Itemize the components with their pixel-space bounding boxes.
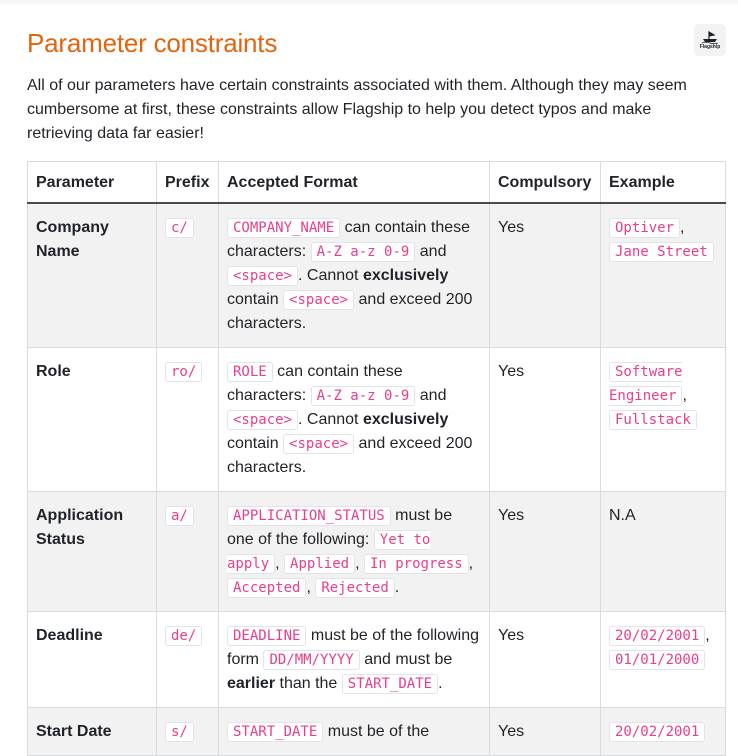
page-title: Parameter constraints bbox=[27, 28, 278, 58]
example-code: Jane Street bbox=[609, 242, 714, 262]
example-code: Optiver bbox=[609, 218, 680, 238]
row-parameter: Application Status bbox=[28, 492, 157, 612]
intro-paragraph: All of our parameters have certain constraints associated with them. Although they may seem cumbersome at first, these constraints allow Flagship to help you detect typos and make retrieving data far easier! bbox=[27, 77, 687, 142]
table-row bbox=[28, 612, 726, 708]
ref-code: START_DATE bbox=[342, 674, 438, 694]
row-format bbox=[219, 612, 490, 708]
field-code: APPLICATION_STATUS bbox=[227, 506, 391, 526]
format-text: and exceed 200 characters. bbox=[227, 291, 473, 332]
format-text: and exceed 200 characters. bbox=[227, 435, 473, 476]
example-code: 20/02/2001 bbox=[609, 626, 705, 646]
space-code: <space> bbox=[283, 434, 354, 454]
row-compulsory: Yes bbox=[490, 348, 601, 492]
option-code: Accepted bbox=[227, 578, 306, 598]
option-code: In progress bbox=[364, 554, 469, 574]
row-prefix bbox=[157, 612, 219, 708]
row-parameter: Start Date bbox=[28, 708, 157, 756]
format-bold: exclusively bbox=[362, 411, 449, 428]
format-text: and bbox=[419, 387, 447, 404]
example-code: Software Engineer bbox=[609, 364, 683, 404]
row-parameter: Role bbox=[28, 348, 157, 492]
field-code: COMPANY_NAME bbox=[227, 218, 340, 238]
format-text: can contain these characters: bbox=[227, 363, 403, 404]
row-example: 20/02/2001 , 01/01/2000 bbox=[601, 612, 726, 708]
row-example: N.A bbox=[601, 492, 726, 612]
format-text: . bbox=[394, 579, 400, 596]
format-bold: earlier bbox=[227, 675, 276, 692]
field-code: ROLE bbox=[227, 362, 273, 382]
format-text: must be of the bbox=[327, 723, 430, 740]
prefix-code: de/ bbox=[165, 626, 202, 646]
format-text: contain bbox=[227, 291, 279, 308]
parameter-table bbox=[27, 161, 726, 756]
row-format: APPLICATION_STATUS must be one of the following: Yet to apply , Applied , In progress , Accepted , Rejected . bbox=[219, 492, 490, 612]
chars-code: A-Z a-z 0-9 bbox=[311, 242, 416, 262]
format-bold: exclusively bbox=[362, 267, 449, 284]
table-row bbox=[28, 203, 726, 348]
header-example: Example bbox=[601, 162, 726, 204]
header-prefix: Prefix bbox=[157, 162, 219, 204]
prefix-code: c/ bbox=[165, 218, 194, 238]
row-format bbox=[219, 708, 490, 756]
row-compulsory: Yes bbox=[490, 492, 601, 612]
format-text: and bbox=[419, 243, 447, 260]
header-compulsory: Compulsory bbox=[490, 162, 601, 204]
table-row bbox=[28, 492, 726, 612]
row-parameter: Company Name bbox=[28, 203, 157, 348]
format-text: must be one of the following: bbox=[227, 507, 453, 548]
row-example: Optiver , Jane Street bbox=[601, 203, 726, 348]
row-example: Software Engineer , Fullstack bbox=[601, 348, 726, 492]
field-code: START_DATE bbox=[227, 722, 323, 742]
format-text: contain bbox=[227, 435, 279, 452]
pattern-code: DD/MM/YYYY bbox=[263, 650, 359, 670]
row-prefix bbox=[157, 492, 219, 612]
row-compulsory: Yes bbox=[490, 708, 601, 756]
row-compulsory: Yes bbox=[490, 612, 601, 708]
format-text: . bbox=[438, 675, 443, 692]
option-code: Yet to apply bbox=[227, 532, 431, 572]
example-code: 01/01/2000 bbox=[609, 650, 705, 670]
example-code: 20/02/2001 bbox=[609, 722, 705, 742]
example-code: Fullstack bbox=[609, 410, 697, 430]
format-text: must be of the following form bbox=[227, 627, 479, 668]
format-text: and must be bbox=[364, 651, 453, 668]
field-code: DEADLINE bbox=[227, 626, 306, 646]
chars-code: A-Z a-z 0-9 bbox=[311, 386, 416, 406]
row-format bbox=[219, 348, 490, 492]
row-prefix bbox=[157, 708, 219, 756]
row-prefix bbox=[157, 348, 219, 492]
table-header-row bbox=[28, 162, 726, 204]
format-text: than the bbox=[279, 675, 338, 692]
logo-label: Flagship bbox=[699, 43, 721, 50]
prefix-code: a/ bbox=[165, 506, 194, 526]
top-bar bbox=[0, 0, 738, 4]
option-code: Rejected bbox=[315, 578, 394, 598]
space-code: <space> bbox=[283, 290, 354, 310]
header-parameter: Parameter bbox=[28, 162, 157, 204]
row-example bbox=[601, 708, 726, 756]
option-code: Applied bbox=[284, 554, 355, 574]
flagship-logo[interactable] bbox=[694, 24, 726, 56]
header-accepted-format: Accepted Format bbox=[219, 162, 490, 204]
row-prefix bbox=[157, 203, 219, 348]
prefix-code: ro/ bbox=[165, 362, 202, 382]
ship-icon bbox=[702, 31, 718, 44]
space-code: <space> bbox=[227, 266, 298, 286]
row-compulsory: Yes bbox=[490, 203, 601, 348]
row-parameter: Deadline bbox=[28, 612, 157, 708]
format-text: . Cannot bbox=[298, 411, 359, 428]
prefix-code: s/ bbox=[165, 722, 194, 742]
space-code: <space> bbox=[227, 410, 298, 430]
format-text: can contain these characters: bbox=[227, 219, 471, 260]
row-format bbox=[219, 203, 490, 348]
format-text: . Cannot bbox=[298, 267, 359, 284]
table-row bbox=[28, 348, 726, 492]
table-row bbox=[28, 708, 726, 756]
